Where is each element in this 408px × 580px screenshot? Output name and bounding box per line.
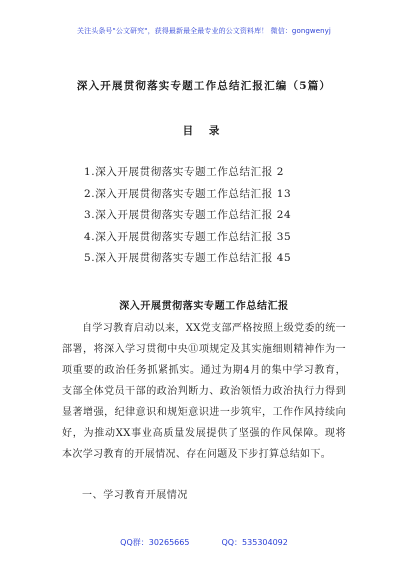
toc-item[interactable]: 3.深入开展贯彻落实专题工作总结汇报 24 bbox=[84, 209, 292, 221]
section-title: 深入开展贯彻落实专题工作总结汇报 bbox=[119, 301, 289, 312]
table-of-contents bbox=[84, 164, 291, 272]
document-title: 深入开展贯彻落实专题工作总结汇报汇编（5篇） bbox=[76, 80, 332, 92]
toc-item[interactable]: 1.深入开展贯彻落实专题工作总结汇报 2 bbox=[84, 166, 285, 178]
footer-qq-group: QQ群：30265665 bbox=[120, 538, 190, 547]
section-subheading: 一、学习教育开展情况 bbox=[82, 490, 188, 501]
toc-item[interactable]: 2.深入开展贯彻落实专题工作总结汇报 13 bbox=[84, 187, 292, 200]
body-paragraph: 自学习教育启动以来，XX党支部严格按照上级党委的统一部署，将深入学习贯彻中央⑪项规定及其实施细则精神作为一项重要的政治任务抓紧抓实。通过为期4月的集中学习教育，支部全体党员干部的政治判断力、政治领悟力政治执行力得到显著增强，纪律意识和规矩意识进一步筑牢，工作作风持续向好，为推动XX事业高质量发展提供了坚强的作风保障。现将本次学习教育的开展情况、存在问题及下步打算总结如下。 bbox=[62, 323, 346, 460]
toc-item[interactable]: 4.深入开展贯彻落实专题工作总结汇报 35 bbox=[84, 230, 292, 243]
toc-heading: 目 录 bbox=[182, 125, 226, 137]
footer-contact bbox=[0, 537, 408, 548]
footer-qq: QQ：535304092 bbox=[221, 538, 288, 547]
body-text bbox=[62, 318, 346, 465]
header-banner: 关注头条号"公文研究"，获得最新最全最专业的公文资料库！ 微信：gongwenyj bbox=[77, 27, 331, 35]
toc-item[interactable]: 5.深入开展贯彻落实专题工作总结汇报 45 bbox=[84, 252, 292, 264]
